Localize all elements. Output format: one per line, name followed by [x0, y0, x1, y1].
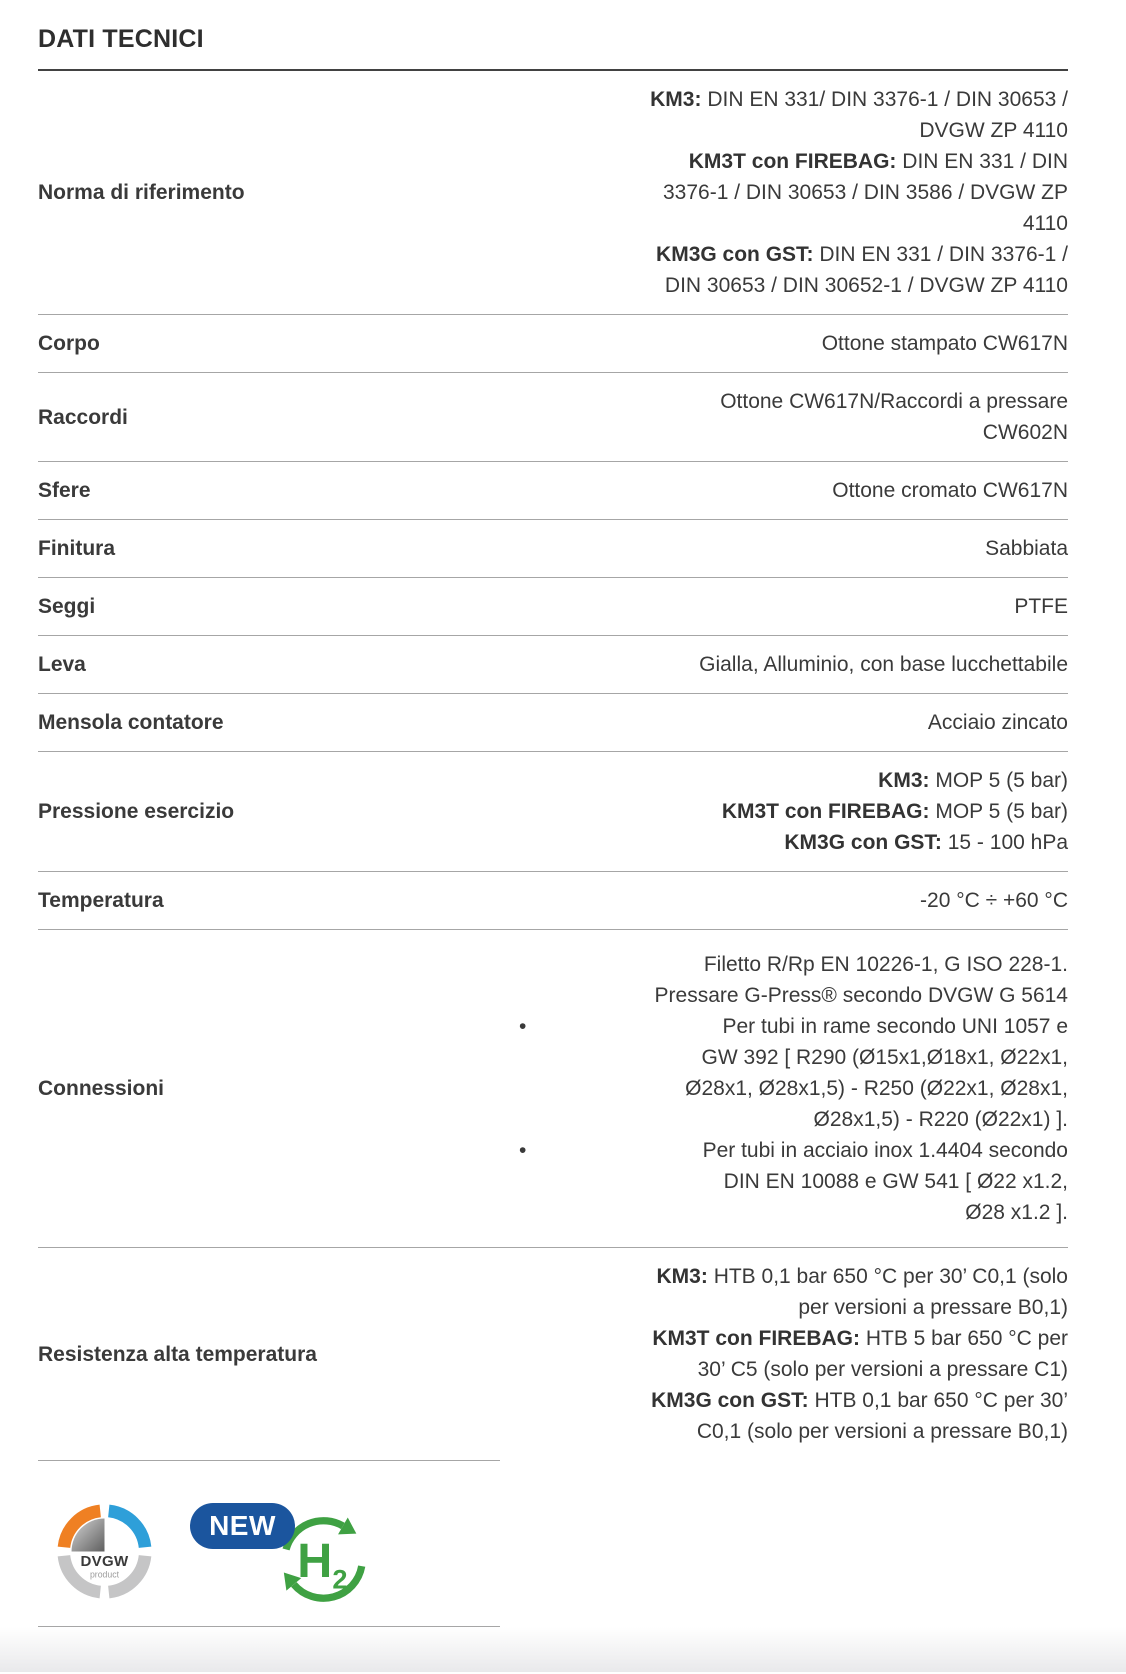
- value-line: [515, 146, 1068, 177]
- value-segment-bold: KM3:: [878, 769, 930, 792]
- row-value: [515, 591, 1068, 622]
- row-label: Temperatura: [38, 889, 164, 912]
- value-line: [515, 949, 1068, 980]
- value-line: [515, 475, 1068, 506]
- value-line: [515, 1135, 1068, 1166]
- value-segment: Filetto R/Rp EN 10226-1, G ISO 228-1.: [703, 953, 1068, 976]
- new-badge-label: NEW: [209, 1510, 276, 1541]
- row-value: [515, 475, 1068, 506]
- value-line: [515, 84, 1068, 115]
- value-segment-bold: KM3G con GST:: [656, 243, 814, 266]
- row-value: [515, 765, 1068, 858]
- dvgw-product-logo: [56, 1503, 153, 1600]
- table-row: [38, 578, 1068, 636]
- value-line: [515, 417, 1068, 448]
- dvgw-logo-subtext: product: [89, 1569, 120, 1580]
- value-line: [515, 1323, 1068, 1354]
- value-segment: Ø28x1, Ø28x1,5) - R250 (Ø22x1, Ø28x1,: [685, 1077, 1068, 1100]
- row-label: Mensola contatore: [38, 711, 224, 734]
- value-segment-bold: KM3:: [656, 1265, 708, 1288]
- value-segment: DIN 30653 / DIN 30652-1 / DVGW ZP 4110: [664, 274, 1068, 297]
- page-title: DATI TECNICI: [38, 0, 1068, 71]
- certification-logos: [38, 1460, 500, 1627]
- new-badge: [190, 1503, 295, 1549]
- value-segment: Gialla, Alluminio, con base lucchettabile: [699, 653, 1068, 676]
- value-segment-bold: KM3G con GST:: [784, 831, 942, 854]
- value-segment: per versioni a pressare B0,1): [798, 1296, 1068, 1319]
- row-value: [515, 1261, 1068, 1447]
- row-value: [515, 386, 1068, 448]
- table-row: [38, 520, 1068, 578]
- value-segment: Ø28x1,5) - R220 (Ø22x1) ].: [813, 1108, 1068, 1131]
- value-line: [515, 649, 1068, 680]
- value-segment: Ottone stampato CW617N: [821, 332, 1068, 355]
- value-segment: -20 °C ÷ +60 °C: [920, 889, 1068, 912]
- value-segment: GW 392 [ R290 (Ø15x1,Ø18x1, Ø22x1,: [701, 1046, 1068, 1069]
- row-label: Finitura: [38, 537, 115, 560]
- value-line: [515, 1416, 1068, 1447]
- h2-subscript: 2: [332, 1563, 348, 1595]
- dvgw-arc-blue-icon: [109, 1511, 145, 1547]
- row-value: [515, 949, 1068, 1228]
- value-line: [515, 885, 1068, 916]
- table-row: [38, 872, 1068, 930]
- table-row: [38, 930, 1068, 1248]
- value-segment: 30’ C5 (solo per versioni a pressare C1): [697, 1358, 1068, 1381]
- value-line: [515, 796, 1068, 827]
- value-segment: DIN EN 331 / DIN 3376-1 /: [813, 243, 1068, 266]
- value-segment: DVGW ZP 4110: [919, 119, 1068, 142]
- row-label: Raccordi: [38, 405, 128, 429]
- table-row: [38, 71, 1068, 315]
- value-segment: HTB 0,1 bar 650 °C per 30’: [808, 1389, 1068, 1412]
- value-line: [515, 177, 1068, 208]
- value-line: [515, 707, 1068, 738]
- table-row: [38, 462, 1068, 520]
- value-segment-bold: KM3T con FIREBAG:: [652, 1327, 860, 1350]
- value-line: [515, 1073, 1068, 1104]
- value-segment: HTB 5 bar 650 °C per: [860, 1327, 1068, 1350]
- bullet-icon: •: [519, 1139, 527, 1162]
- row-label: Norma di riferimento: [38, 181, 245, 204]
- table-row: [38, 752, 1068, 872]
- value-segment: DIN EN 10088 e GW 541 [ Ø22 x1.2,: [723, 1170, 1068, 1193]
- value-segment: MOP 5 (5 bar): [929, 769, 1068, 792]
- dvgw-logo-text: DVGW: [80, 1553, 129, 1571]
- content-area: [38, 0, 1068, 1627]
- value-line: [515, 1385, 1068, 1416]
- value-segment: MOP 5 (5 bar): [929, 800, 1068, 823]
- value-line: [515, 1292, 1068, 1323]
- value-segment: C0,1 (solo per versioni a pressare B0,1): [696, 1420, 1068, 1443]
- value-line: [515, 1042, 1068, 1073]
- value-line: [515, 1011, 1068, 1042]
- bullet-icon: •: [519, 1015, 527, 1038]
- value-line: [515, 115, 1068, 146]
- value-line: [515, 328, 1068, 359]
- value-segment: Sabbiata: [985, 537, 1068, 560]
- table-row: [38, 1248, 1068, 1460]
- value-line: [515, 239, 1068, 270]
- row-label: Seggi: [38, 595, 96, 618]
- value-segment: Per tubi in rame secondo UNI 1057 e: [722, 1015, 1068, 1038]
- table-row: [38, 636, 1068, 694]
- footer-gradient: [0, 1627, 1126, 1672]
- row-label: Corpo: [38, 332, 100, 355]
- row-label: Sfere: [38, 479, 91, 502]
- value-segment-bold: KM3T con FIREBAG:: [688, 150, 897, 173]
- row-label: Leva: [38, 653, 86, 676]
- value-segment: PTFE: [1014, 595, 1068, 618]
- value-segment: Ottone CW617N/Raccordi a pressare: [720, 390, 1068, 413]
- row-label: Resistenza alta temperatura: [38, 1342, 317, 1366]
- value-line: [515, 533, 1068, 564]
- row-value: [515, 649, 1068, 680]
- value-line: [515, 270, 1068, 301]
- row-value: [515, 533, 1068, 564]
- value-line: [515, 208, 1068, 239]
- value-line: [515, 1197, 1068, 1228]
- value-segment: Ø28 x1.2 ].: [965, 1201, 1068, 1224]
- value-line: [515, 1104, 1068, 1135]
- table-row: [38, 315, 1068, 373]
- value-segment-bold: KM3T con FIREBAG:: [721, 800, 930, 823]
- table-row: [38, 373, 1068, 462]
- value-segment: DIN EN 331/ DIN 3376-1 / DIN 30653 /: [701, 88, 1068, 111]
- value-segment: 4110: [1022, 212, 1068, 235]
- value-line: [515, 1166, 1068, 1197]
- row-value: [515, 707, 1068, 738]
- value-segment-bold: KM3:: [650, 88, 702, 111]
- technical-data-table: [38, 71, 1068, 1460]
- value-segment: CW602N: [982, 421, 1068, 444]
- value-segment: Per tubi in acciaio inox 1.4404 secondo: [702, 1139, 1068, 1162]
- row-value: [515, 84, 1068, 301]
- value-line: [515, 827, 1068, 858]
- value-line: [515, 591, 1068, 622]
- value-segment: HTB 0,1 bar 650 °C per 30’ C0,1 (solo: [707, 1265, 1068, 1288]
- table-row: [38, 694, 1068, 752]
- value-segment: Pressare G-Press® secondo DVGW G 5614: [654, 984, 1068, 1007]
- value-line: [515, 980, 1068, 1011]
- h2-symbol: H: [297, 1533, 333, 1588]
- value-line: [515, 1354, 1068, 1385]
- row-value: [515, 885, 1068, 916]
- value-segment: Ottone cromato CW617N: [832, 479, 1068, 502]
- value-line: [515, 386, 1068, 417]
- row-value: [515, 328, 1068, 359]
- value-segment: 3376-1 / DIN 30653 / DIN 3586 / DVGW ZP: [662, 181, 1068, 204]
- row-label: Pressione esercizio: [38, 800, 235, 823]
- value-segment-bold: KM3G con GST:: [651, 1389, 809, 1412]
- value-segment: 15 - 100 hPa: [941, 831, 1068, 854]
- value-segment: Acciaio zincato: [927, 711, 1068, 734]
- row-label: Connessioni: [38, 1077, 165, 1100]
- value-segment: DIN EN 331 / DIN: [896, 150, 1068, 173]
- value-line: [515, 1261, 1068, 1292]
- value-line: [515, 765, 1068, 796]
